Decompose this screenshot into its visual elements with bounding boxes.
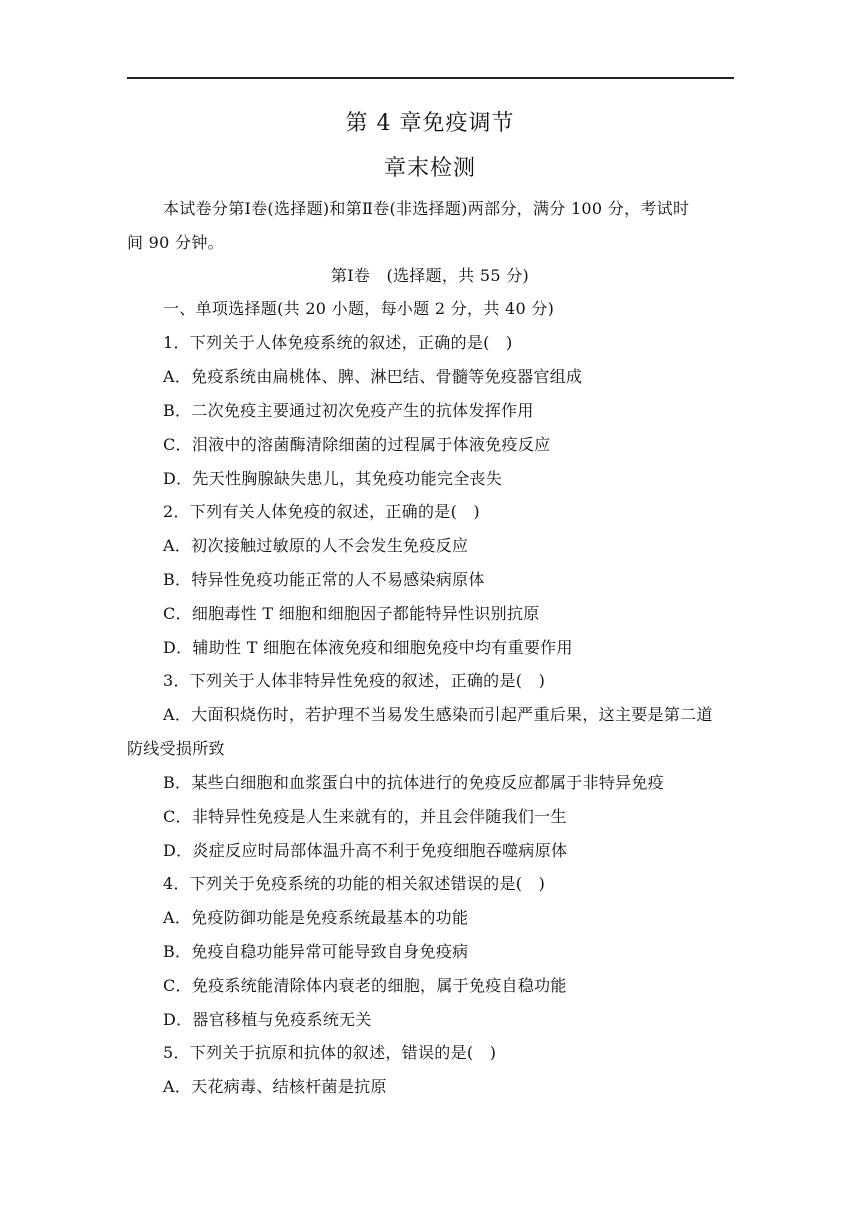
question-option: B．某些白细胞和血浆蛋白中的抗体进行的免疫反应都属于非特异免疫 [163, 773, 665, 792]
section1-heading: 一、单项选择题(共 20 小题，每小题 2 分，共 40 分) [163, 299, 555, 318]
part1-heading: 第Ⅰ卷 (选择题，共 55 分) [330, 266, 530, 285]
question-option: B．二次免疫主要通过初次免疫产生的抗体发挥作用 [163, 401, 534, 420]
question-option: A．免疫防御功能是免疫系统最基本的功能 [163, 908, 469, 927]
intro-text-continued: 间 90 分钟。 [127, 233, 224, 252]
question-option: C．非特异性免疫是人生来就有的，并且会伴随我们一生 [163, 807, 567, 826]
question-option: B．特异性免疫功能正常的人不易感染病原体 [163, 570, 485, 589]
question-option: D．器官移植与免疫系统无关 [163, 1010, 372, 1029]
question-option: D．炎症反应时局部体温升高不利于免疫细胞吞噬病原体 [163, 841, 568, 860]
question-option: B．免疫自稳功能异常可能导致自身免疫病 [163, 942, 469, 961]
header-rule [127, 77, 734, 79]
question-stem: 4．下列关于免疫系统的功能的相关叙述错误的是( ) [163, 874, 546, 893]
question-option: C．免疫系统能清除体内衰老的细胞，属于免疫自稳功能 [163, 976, 567, 995]
question-stem: 1．下列关于人体免疫系统的叙述，正确的是( ) [163, 333, 513, 352]
question-option: C．细胞毒性 T 细胞和细胞因子都能特异性识别抗原 [163, 604, 540, 623]
question-option-continued: 防线受损所致 [127, 739, 225, 758]
question-option: D．先天性胸腺缺失患儿，其免疫功能完全丧失 [163, 469, 503, 488]
question-option: C．泪液中的溶菌酶清除细菌的过程属于体液免疫反应 [163, 435, 551, 454]
question-stem: 3．下列关于人体非特异性免疫的叙述，正确的是( ) [163, 671, 546, 690]
question-option: A．大面积烧伤时，若护理不当易发生感染而引起严重后果，这主要是第二道 [163, 705, 713, 724]
subtitle: 章末检测 [383, 156, 476, 181]
question-option: A．天花病毒、结核杆菌是抗原 [163, 1077, 387, 1096]
question-option: A．免疫系统由扁桃体、脾、淋巴结、骨髓等免疫器官组成 [163, 367, 583, 386]
question-option: A．初次接触过敏原的人不会发生免疫反应 [163, 536, 469, 555]
question-stem: 5．下列关于抗原和抗体的叙述，错误的是( ) [163, 1043, 497, 1062]
chapter-title: 第 4 章免疫调节 [345, 111, 515, 136]
intro-text: 本试卷分第Ⅰ卷(选择题)和第Ⅱ卷(非选择题)两部分，满分 100 分，考试时 [163, 199, 690, 218]
question-option: D．辅助性 T 细胞在体液免疫和细胞免疫中均有重要作用 [163, 638, 573, 657]
question-stem: 2．下列有关人体免疫的叙述，正确的是( ) [163, 502, 480, 521]
